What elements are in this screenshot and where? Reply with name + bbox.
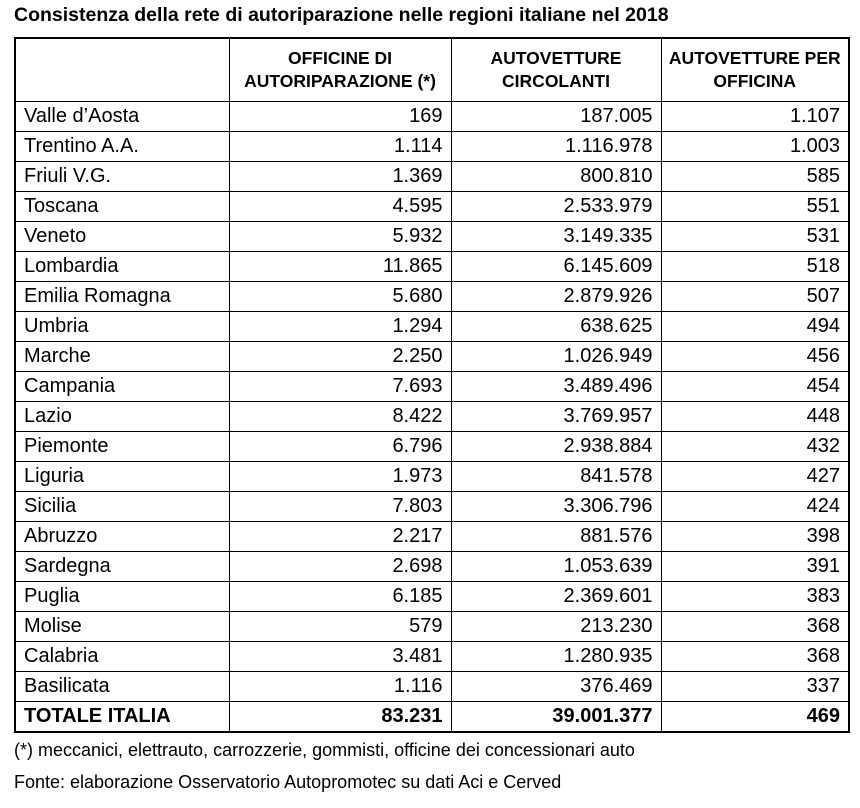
autovetture-cell: 800.810: [451, 162, 661, 192]
autovetture-cell: 2.938.884: [451, 432, 661, 462]
table-row: [15, 432, 849, 462]
table-title: Consistenza della rete di autoriparazione nelle regioni italiane nel 2018: [14, 4, 669, 26]
total-per-officina: 469: [661, 702, 849, 733]
table-row: [15, 582, 849, 612]
region-cell: Valle d’Aosta: [15, 102, 229, 132]
officine-cell: 5.680: [229, 282, 451, 312]
officine-cell: 169: [229, 102, 451, 132]
autovetture-cell: 1.053.639: [451, 552, 661, 582]
autovetture-cell: 1.280.935: [451, 642, 661, 672]
per-officina-cell: 368: [661, 612, 849, 642]
table-row: [15, 222, 849, 252]
officine-cell: 11.865: [229, 252, 451, 282]
autovetture-cell: 376.469: [451, 672, 661, 702]
column-header-region: [15, 38, 229, 102]
autovetture-cell: 187.005: [451, 102, 661, 132]
column-header-per-officina: AUTOVETTURE PER OFFICINA: [661, 38, 849, 102]
per-officina-cell: 424: [661, 492, 849, 522]
table-row: [15, 612, 849, 642]
officine-cell: 1.973: [229, 462, 451, 492]
column-header-officine: OFFICINE DI AUTORIPARAZIONE (*): [229, 38, 451, 102]
per-officina-cell: 1.003: [661, 132, 849, 162]
table-row: [15, 192, 849, 222]
officine-cell: 2.217: [229, 522, 451, 552]
autovetture-cell: 3.769.957: [451, 402, 661, 432]
table-row: [15, 312, 849, 342]
total-row: [15, 702, 849, 733]
table-row: [15, 552, 849, 582]
per-officina-cell: 391: [661, 552, 849, 582]
table-row: [15, 282, 849, 312]
officine-cell: 1.369: [229, 162, 451, 192]
per-officina-cell: 531: [661, 222, 849, 252]
table-row: [15, 252, 849, 282]
total-autovetture: 39.001.377: [451, 702, 661, 733]
region-cell: Friuli V.G.: [15, 162, 229, 192]
autovetture-cell: 2.369.601: [451, 582, 661, 612]
officine-cell: 2.698: [229, 552, 451, 582]
officine-cell: 4.595: [229, 192, 451, 222]
region-cell: Emilia Romagna: [15, 282, 229, 312]
per-officina-cell: 427: [661, 462, 849, 492]
region-cell: Molise: [15, 612, 229, 642]
table-row: [15, 462, 849, 492]
table-row: [15, 102, 849, 132]
region-cell: Liguria: [15, 462, 229, 492]
autovetture-cell: 213.230: [451, 612, 661, 642]
column-header-autovetture: AUTOVETTURE CIRCOLANTI: [451, 38, 661, 102]
per-officina-cell: 368: [661, 642, 849, 672]
autovetture-cell: 638.625: [451, 312, 661, 342]
autovetture-cell: 6.145.609: [451, 252, 661, 282]
per-officina-cell: 551: [661, 192, 849, 222]
officine-cell: 1.294: [229, 312, 451, 342]
table-row: [15, 672, 849, 702]
per-officina-cell: 507: [661, 282, 849, 312]
per-officina-cell: 494: [661, 312, 849, 342]
region-cell: Veneto: [15, 222, 229, 252]
per-officina-cell: 1.107: [661, 102, 849, 132]
officine-cell: 8.422: [229, 402, 451, 432]
officine-cell: 579: [229, 612, 451, 642]
per-officina-cell: 337: [661, 672, 849, 702]
autovetture-cell: 2.533.979: [451, 192, 661, 222]
region-cell: Lombardia: [15, 252, 229, 282]
table-row: [15, 492, 849, 522]
total-officine: 83.231: [229, 702, 451, 733]
region-cell: Umbria: [15, 312, 229, 342]
per-officina-cell: 383: [661, 582, 849, 612]
region-cell: Basilicata: [15, 672, 229, 702]
autovetture-cell: 2.879.926: [451, 282, 661, 312]
officine-cell: 3.481: [229, 642, 451, 672]
per-officina-cell: 456: [661, 342, 849, 372]
per-officina-cell: 518: [661, 252, 849, 282]
autovetture-cell: 3.489.496: [451, 372, 661, 402]
officine-cell: 2.250: [229, 342, 451, 372]
per-officina-cell: 454: [661, 372, 849, 402]
footnote: (*) meccanici, elettrauto, carrozzerie, gommisti, officine dei concessionari auto: [14, 740, 635, 760]
officine-cell: 7.693: [229, 372, 451, 402]
region-cell: Campania: [15, 372, 229, 402]
region-cell: Abruzzo: [15, 522, 229, 552]
total-label: TOTALE ITALIA: [15, 702, 229, 733]
table-row: [15, 372, 849, 402]
table-row: [15, 132, 849, 162]
officine-cell: 5.932: [229, 222, 451, 252]
per-officina-cell: 398: [661, 522, 849, 552]
region-cell: Lazio: [15, 402, 229, 432]
header-row: [15, 38, 849, 102]
region-cell: Sicilia: [15, 492, 229, 522]
officine-cell: 6.796: [229, 432, 451, 462]
autovetture-cell: 1.116.978: [451, 132, 661, 162]
officine-cell: 1.116: [229, 672, 451, 702]
autovetture-cell: 841.578: [451, 462, 661, 492]
autovetture-cell: 1.026.949: [451, 342, 661, 372]
table-row: [15, 162, 849, 192]
per-officina-cell: 448: [661, 402, 849, 432]
officine-cell: 7.803: [229, 492, 451, 522]
source-note: Fonte: elaborazione Osservatorio Autopromotec su dati Aci e Cerved: [14, 772, 562, 792]
autovetture-cell: 3.149.335: [451, 222, 661, 252]
region-cell: Trentino A.A.: [15, 132, 229, 162]
region-cell: Piemonte: [15, 432, 229, 462]
region-cell: Toscana: [15, 192, 229, 222]
per-officina-cell: 585: [661, 162, 849, 192]
per-officina-cell: 432: [661, 432, 849, 462]
region-cell: Calabria: [15, 642, 229, 672]
officine-cell: 1.114: [229, 132, 451, 162]
table-row: [15, 402, 849, 432]
data-table: [14, 37, 850, 733]
table-row: [15, 642, 849, 672]
region-cell: Marche: [15, 342, 229, 372]
table-body: [15, 102, 849, 702]
region-cell: Puglia: [15, 582, 229, 612]
autovetture-cell: 3.306.796: [451, 492, 661, 522]
autovetture-cell: 881.576: [451, 522, 661, 552]
region-cell: Sardegna: [15, 552, 229, 582]
table-row: [15, 522, 849, 552]
officine-cell: 6.185: [229, 582, 451, 612]
table-row: [15, 342, 849, 372]
